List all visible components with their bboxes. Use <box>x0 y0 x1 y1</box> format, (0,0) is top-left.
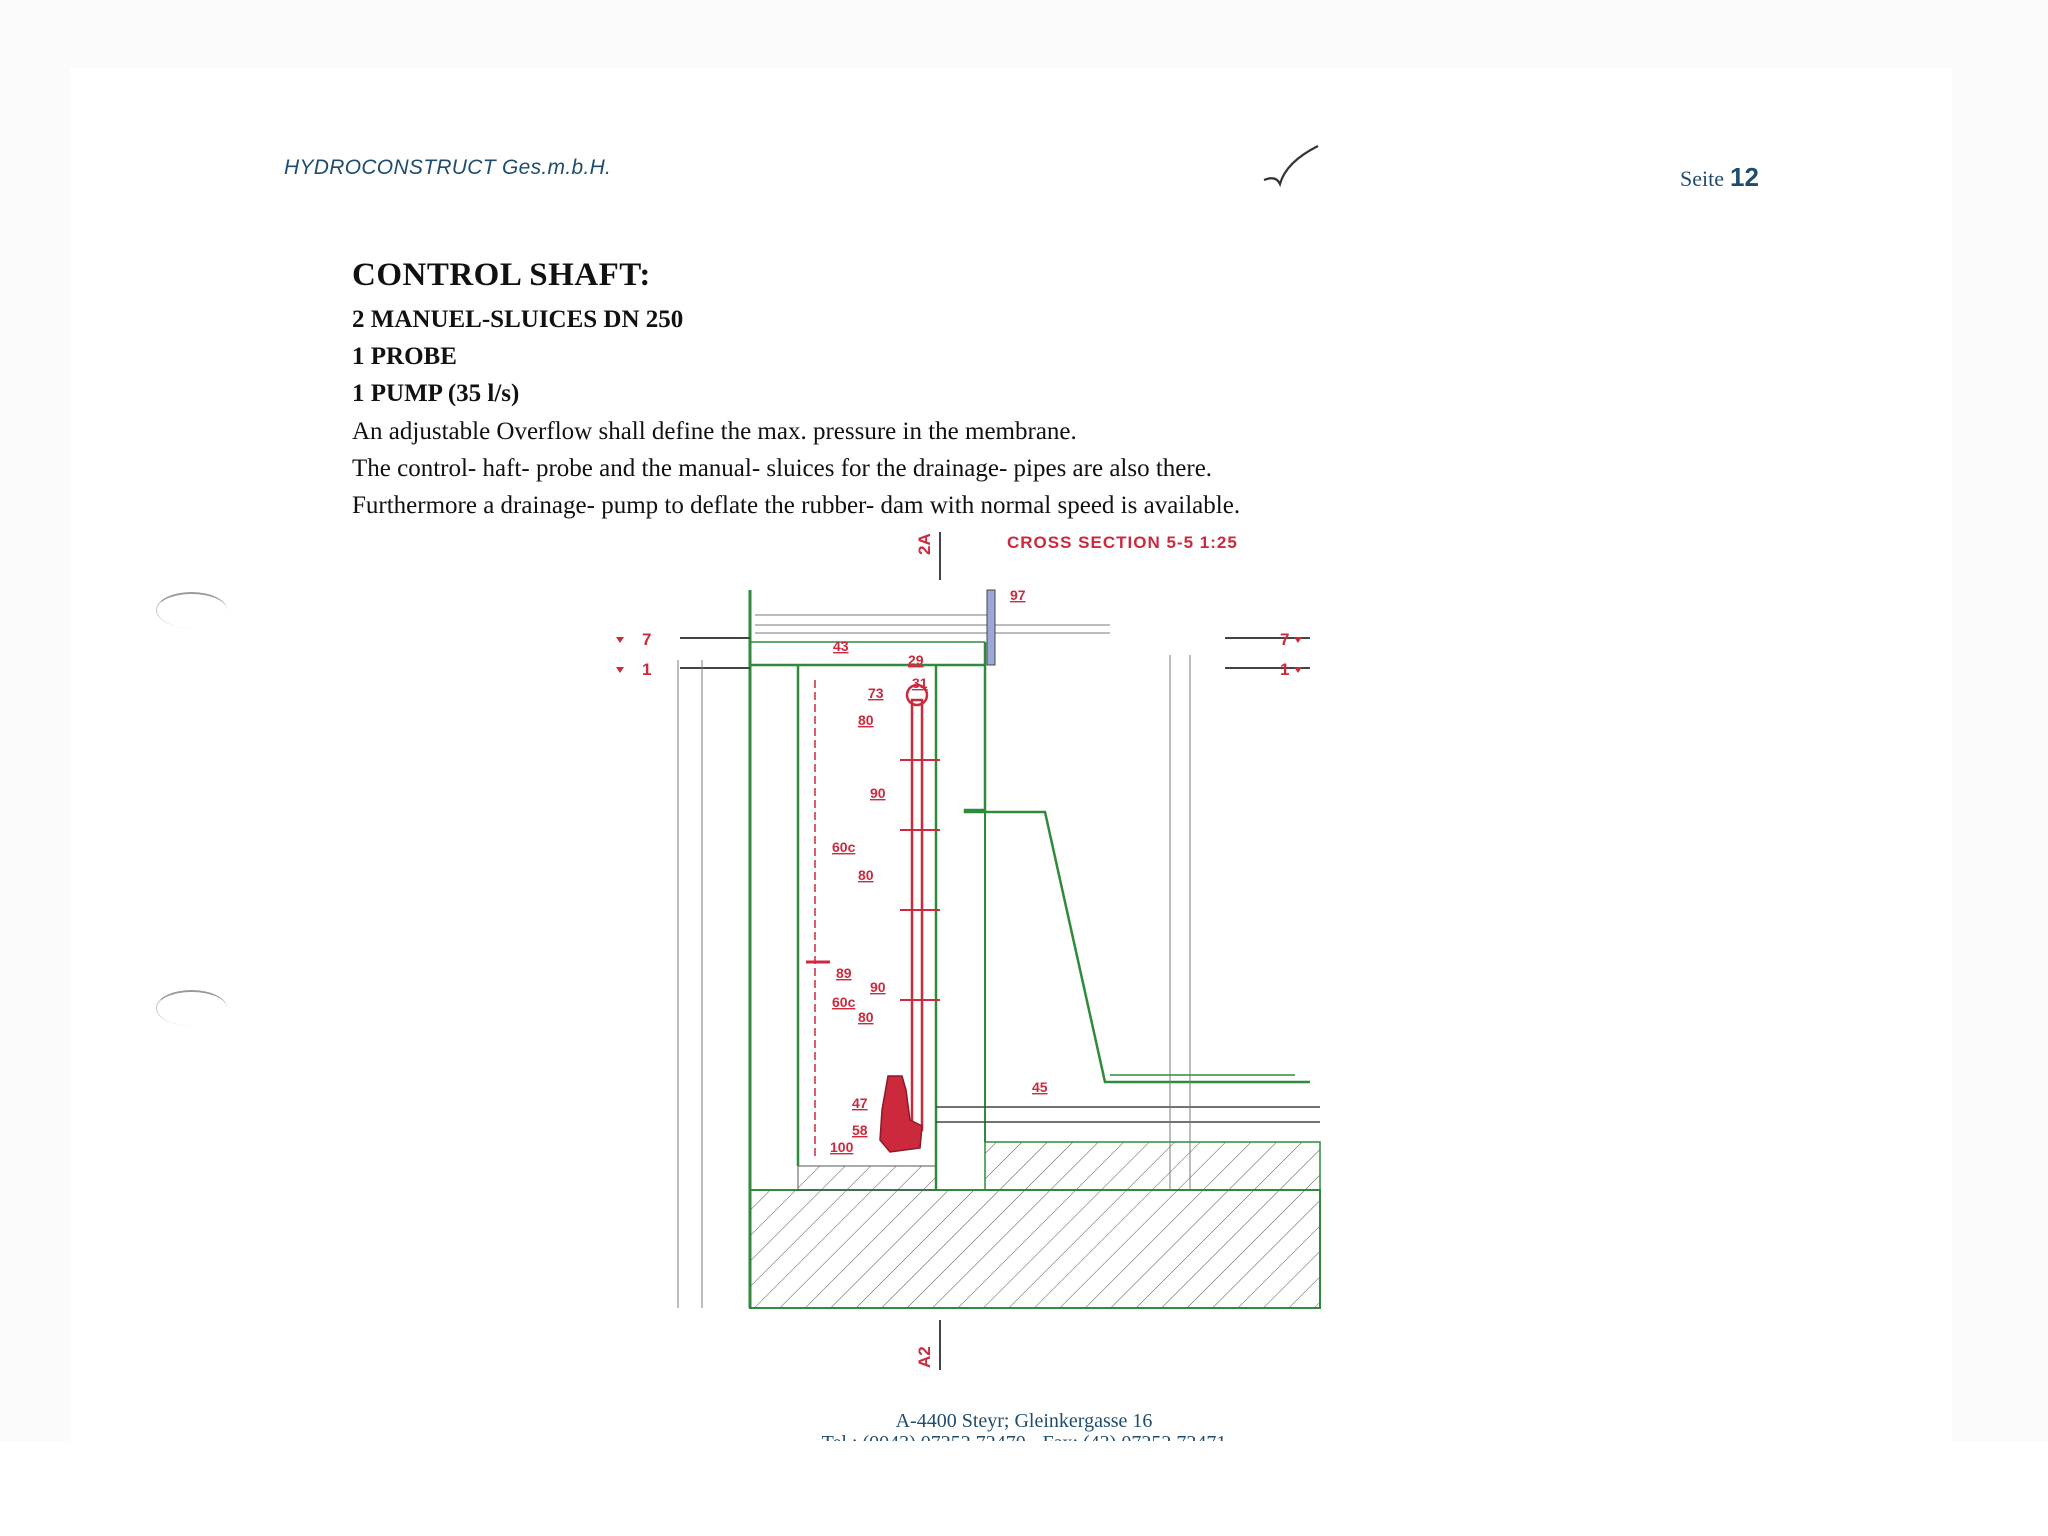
paragraph-overflow: An adjustable Overflow shall define the max. pressure in the membrane. <box>352 418 1077 445</box>
section-title: CONTROL SHAFT: <box>352 257 651 293</box>
punch-hole-top <box>156 592 227 628</box>
level-mark-right-1: 1 <box>1280 660 1290 679</box>
riser-pipe <box>912 700 922 1130</box>
part-label-89: 89 <box>836 965 852 981</box>
scan-bottom-margin <box>0 1441 2048 1536</box>
dam-wall-profile <box>965 642 1310 1082</box>
cross-section-drawing <box>590 530 1350 1380</box>
part-label-97: 97 <box>1010 587 1026 603</box>
part-label-47: 47 <box>852 1095 868 1111</box>
checkmark-icon <box>1262 142 1322 188</box>
part-label-60c-a: 60c <box>832 839 856 855</box>
page-label: Seite <box>1680 166 1724 191</box>
item-sluices: 2 MANUEL-SLUICES DN 250 <box>352 306 684 333</box>
level-mark-left-7: 7 <box>642 630 652 649</box>
page-indicator <box>1680 162 1759 193</box>
part-label-43: 43 <box>833 638 849 654</box>
page-number: 12 <box>1730 162 1759 192</box>
punch-hole-bottom <box>156 990 227 1026</box>
part-label-80-b: 80 <box>858 867 874 883</box>
level-triangle-2 <box>616 667 624 673</box>
company-name: HYDROCONSTRUCT Ges.m.b.H. <box>284 156 612 179</box>
part-label-58: 58 <box>852 1122 868 1138</box>
drawing-title: CROSS SECTION 5-5 1:25 <box>1007 533 1238 552</box>
pump-base <box>798 1166 936 1190</box>
part-label-90-a: 90 <box>870 785 886 801</box>
foundation <box>750 1190 1320 1308</box>
level-triangle-3 <box>1294 637 1302 643</box>
section-mark-bottom: A2 <box>915 1346 934 1368</box>
foundation-step <box>985 1142 1320 1190</box>
level-mark-left-1: 1 <box>642 660 652 679</box>
part-label-80-a: 80 <box>858 712 874 728</box>
level-triangle-4 <box>1294 667 1302 673</box>
part-label-100: 100 <box>830 1139 854 1155</box>
footer-contact <box>0 1432 2048 1441</box>
part-label-80-c: 80 <box>858 1009 874 1025</box>
drainage-pump <box>880 1076 922 1152</box>
level-mark-right-7: 7 <box>1280 630 1290 649</box>
level-triangle-1 <box>616 637 624 643</box>
part-label-60c-b: 60c <box>832 994 856 1010</box>
item-pump: 1 PUMP (35 l/s) <box>352 380 520 407</box>
part-label-29: 29 <box>908 652 924 668</box>
footer-address: A-4400 Steyr; Gleinkergasse 16 <box>895 1410 1153 1432</box>
section-mark-top: 2A <box>915 533 934 555</box>
overflow-plate <box>987 590 995 665</box>
paragraph-pump: Furthermore a drainage- pump to deflate the rubber- dam with normal speed is available. <box>352 492 1241 519</box>
item-probe: 1 PROBE <box>352 343 457 370</box>
part-label-90-b: 90 <box>870 979 886 995</box>
part-label-31: 31 <box>912 675 928 691</box>
paragraph-control: The control- haft- probe and the manual- sluices for the drainage- pipes are also there. <box>352 455 1213 482</box>
part-label-45: 45 <box>1032 1079 1048 1095</box>
part-label-73: 73 <box>868 685 884 701</box>
